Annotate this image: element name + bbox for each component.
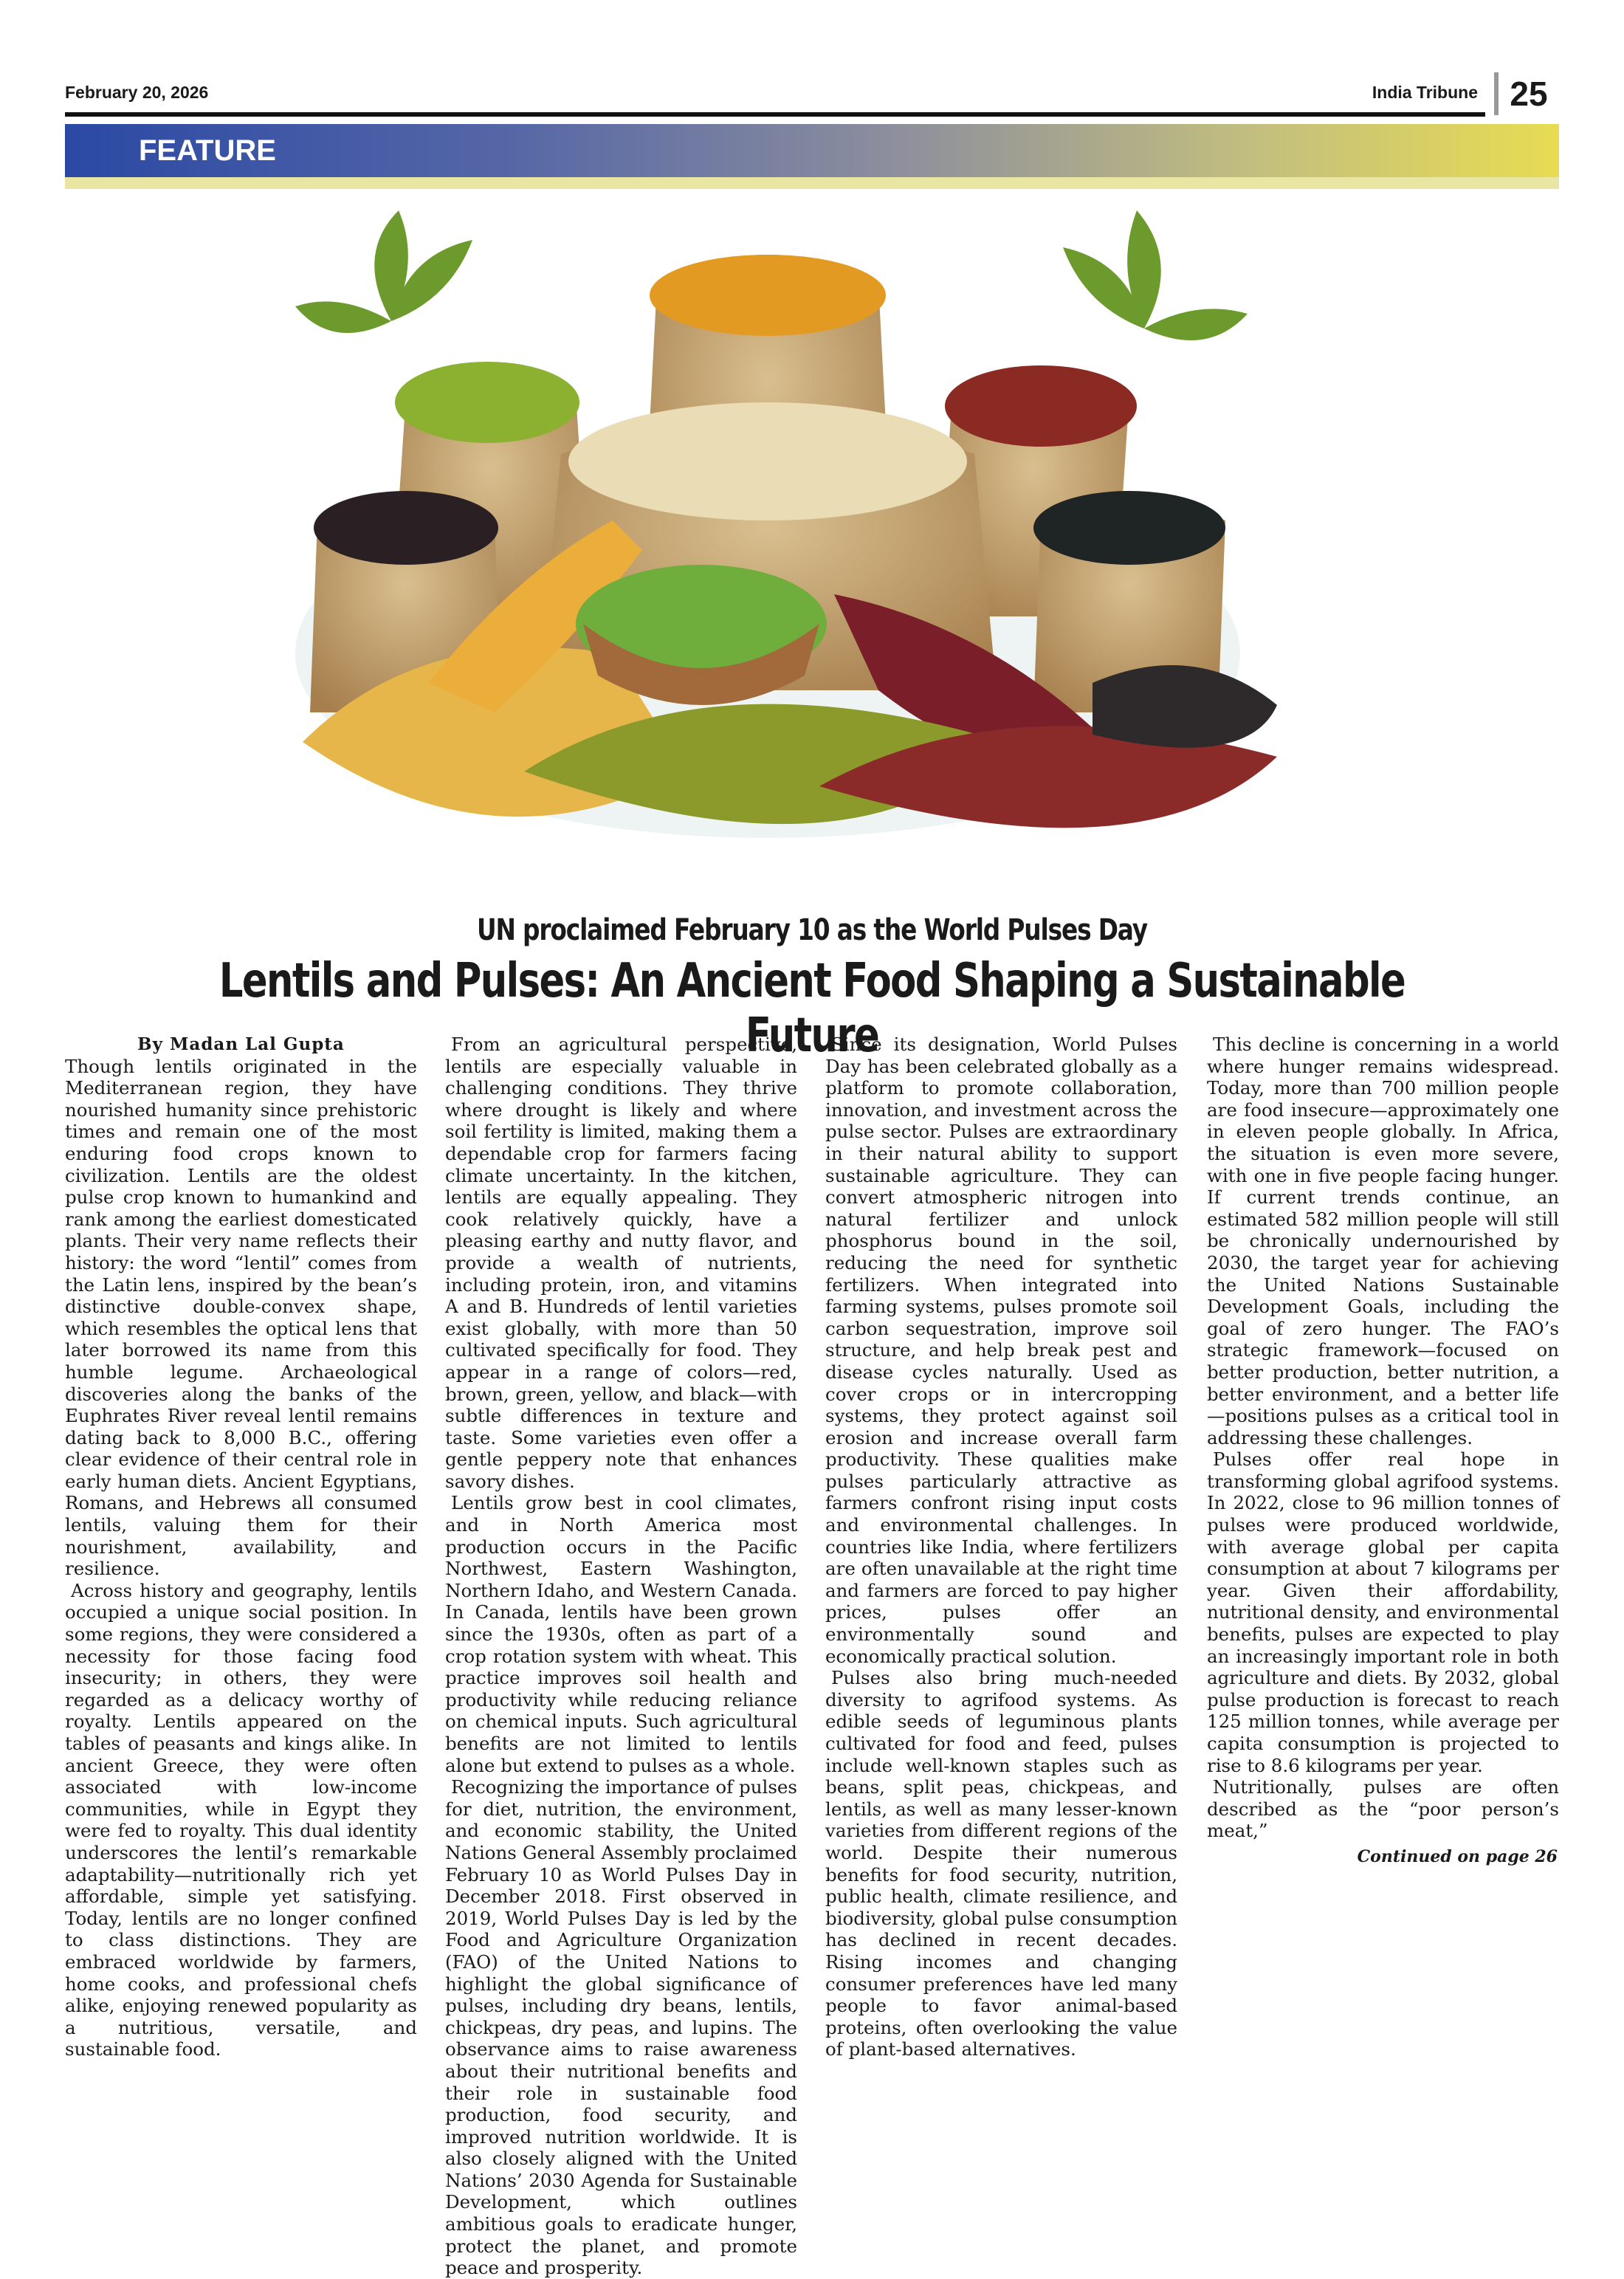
- section-label: FEATURE: [139, 134, 276, 167]
- paragraph: Recognizing the importance of pulses for diet, nutrition, the environment, and economic stability, the United Nations General Assembly proclaimed February 10 as World Pulses Day in December 2018. First observed in 2019, World Pulses Day is led by the Food and Agriculture Organization (FAO) of the United Nations to highlight the global significance of pulses, including dry beans, lentils, chickpeas, dry peas, and lupins. The observance aims to raise awareness about their nutritional benefits and their role in sustainable food production, food security, and improved nutrition worldwide. It is also closely aligned with the United Nations’ 2030 Agenda for Sustainable Development, which outlines ambitious goals to eradicate hunger, protect the planet, and promote peace and prosperity.: [445, 1776, 797, 2279]
- section-band-strip: [65, 177, 1559, 189]
- publication-name: India Tribune: [1372, 83, 1478, 102]
- column-1: [65, 1034, 417, 2060]
- paragraph: Lentils grow best in cool climates, and in North America most production occurs in the Pacific Northwest, Eastern Washington, Northern Idaho, and Western Canada. In Canada, lentils have been grown since the 1930s, often as part of a crop rotation system with wheat. This practice improves soil health and productivity while reducing reliance on chemical inputs. Such agricultural benefits are not limited to lentils alone but extend to pulses as a whole.: [445, 1492, 797, 1776]
- paragraph: Across history and geography, lentils occupied a unique social position. In some regions, they were considered a necessity for those facing food insecurity; in others, they were regarded as a delicacy worthy of royalty. Lentils appeared on the tables of peasants and kings alike. In ancient Greece, they were often associated with low-income communities, while in Egypt they were fed to royalty. This dual identity underscores the lentil’s remarkable adaptability—nutritionally rich yet affordable, simple yet satisfying. Today, lentils are no longer confined to class distinctions. They are embraced worldwide by farmers, home cooks, and professional chefs alike, enjoying renewed popularity as a nutritious, versatile, and sustainable food.: [65, 1579, 417, 2060]
- paragraph: Since its designation, World Pulses Day has been celebrated globally as a platform to promote collaboration, innovation, and investment across the pulse sector. Pulses are extraordinary in their natural ability to support sustainable agriculture. They can convert atmospheric nitrogen into natural fertilizer and unlock phosphorus bound in the soil, reducing the need for synthetic fertilizers. When integrated into farming systems, pulses promote soil carbon sequestration, improve soil structure, and help break pest and disease cycles naturally. Used as cover crops or in intercropping systems, they protect against soil erosion and increase overall farm productivity. These qualities make pulses particularly attractive as farmers confront rising input costs and environmental challenges. In countries like India, where fertilizers are often unavailable at the right time and farmers are forced to pay higher prices, pulses offer an environmentally sound and economically practical solution.: [825, 1034, 1177, 1667]
- byline: By Madan Lal Gupta: [137, 1034, 345, 1054]
- column-2: [445, 1034, 797, 2279]
- header-rule: [65, 112, 1485, 117]
- page-header: [65, 75, 1559, 117]
- paragraph: Though lentils originated in the Mediterranean region, they have nourished humanity since prehistoric times and remain one of the most enduring food crops known to civilization. Lentils are the oldest pulse crop known to humankind and rank among the earliest domesticated plants. Their very name reflects their history: the word “lentil” comes from the Latin lens, inspired by the bean’s distinctive double-convex shape, which resembles the optical lens that later borrowed its name from this humble legume. Archaeological discoveries along the banks of the Euphrates River reveal lentil remains dating back to 8,000 B.C., offering clear evidence of their central role in early human diets. Ancient Egyptians, Romans, and Hebrews all consumed lentils, valuing them for their nourishment, availability, and resilience.: [65, 1055, 417, 1580]
- section-band: [65, 124, 1559, 177]
- continued-link[interactable]: Continued on page 26: [1357, 1847, 1558, 1867]
- paragraph: From an agricultural perspective, lentils are especially valuable in challenging conditions. They thrive where drought is likely and where soil fertility is limited, making them a dependable crop for farmers facing climate uncertainty. In the kitchen, lentils are equally appealing. They cook relatively quickly, have a pleasing earthy and nutty flavor, and provide a wealth of nutrients, including protein, iron, and vitamins A and B. Hundreds of lentil varieties exist globally, with more than 50 cultivated specifically for food. They appear in a range of colors—red, brown, green, yellow, and black—with subtle differences in texture and taste. Some varieties even offer a gentle peppery note that enhances savory dishes.: [445, 1034, 797, 1492]
- paragraph: Pulses offer real hope in transforming global agrifood systems. In 2022, close to 96 million tonnes of pulses were produced worldwide, with average global per capita consumption at about 7 kilograms per year. Given their affordability, nutritional density, and environmental benefits, pulses are expected to play an increasingly important role in both agriculture and diets. By 2032, global pulse production is forecast to reach 125 million tonnes, while average per capita consumption is projected to rise to 8.6 kilograms per year.: [1207, 1448, 1559, 1776]
- issue-date: February 20, 2026: [65, 83, 209, 102]
- column-3: [825, 1034, 1177, 2060]
- column-4: [1207, 1034, 1559, 1867]
- article-headline: Lentils and Pulses: An Ancient Food Shaping a Sustainable Future: [219, 954, 1405, 1063]
- paragraph: This decline is concerning in a world where hunger remains widespread. Today, more than 700 million people are food insecure—approximately one in eleven people globally. In Africa, the situation is even more severe, with one in five people facing hunger. If current trends continue, an estimated 582 million people will still be chronically undernourished by 2030, the target year for achieving the United Nations Sustainable Development Goals, including the goal of zero hunger. The FAO’s strategic framework—focused on better production, better nutrition, a better environment, and a better life—positions pulses as a critical tool in addressing these challenges.: [1207, 1034, 1559, 1448]
- article-body: [65, 1034, 1559, 2279]
- pulses-sacks-illustration: [244, 210, 1292, 890]
- article-kicker: UN proclaimed February 10 as the World Pulses Day: [476, 913, 1148, 947]
- page-number: 25: [1494, 72, 1559, 115]
- paragraph: Nutritionally, pulses are often described as the “poor person’s meat,”: [1207, 1776, 1559, 1842]
- paragraph: Pulses also bring much-needed diversity to agrifood systems. As edible seeds of leguminous plants cultivated for food and feed, pulses include well-known staples such as beans, split peas, chickpeas, and lentils, as well as many lesser-known varieties from different regions of the world. Despite their numerous benefits for food security, nutrition, public health, climate resilience, and biodiversity, global pulse consumption has declined in recent decades. Rising incomes and changing consumer preferences have led many people to favor animal-based proteins, often overlooking the value of plant-based alternatives.: [825, 1667, 1177, 2060]
